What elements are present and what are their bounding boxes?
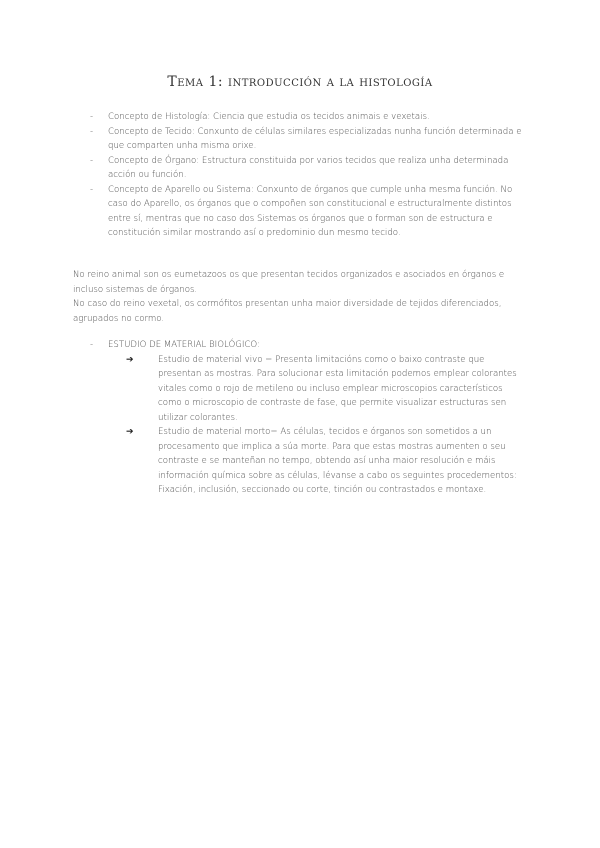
- paragraph-animal-kingdom: No reino animal son os eumetazoos os que presentan tecidos organizados e asociados en órganos e incluso sistemas de órganos.: [73, 270, 505, 295]
- definitions-list: [90, 110, 530, 241]
- study-method-text: Estudio de material morto= As células, tecidos e órganos son sometidos a un procesamento que implica a súa morte. Para que estas mostras aumenten o seu contraste e se manteñan no tempo, obtendo así unha maior resolución e máis información química sobre as células, lévanse a cabo os seguintes procedementos: Fixación, inclusión, seccionado ou corte, tinción ou contrastados e montaxe.: [158, 427, 517, 495]
- definition-item: [90, 110, 530, 125]
- dash-bullet: -: [90, 184, 94, 195]
- arrow-right-icon: ➔: [126, 427, 134, 437]
- dash-bullet: -: [90, 126, 94, 137]
- dash-bullet: -: [90, 155, 94, 166]
- definition-item: [90, 125, 530, 154]
- section-heading: [90, 338, 530, 353]
- page-title: Tema 1: introducción a la histología: [167, 74, 433, 90]
- section-heading-text: ESTUDIO DE MATERIAL BIOLÓGICO:: [108, 340, 260, 350]
- definition-text: Concepto de Órgano: Estructura constituida por varios tecidos que realiza unha determinada acción ou función.: [108, 155, 509, 180]
- study-method-item: [126, 353, 526, 426]
- definition-text: Concepto de Tecido: Conxunto de células similares especializadas nunha función determinada e que comparten unha misma orixe.: [108, 126, 522, 151]
- definition-item: [90, 154, 530, 183]
- paragraph-plant-kingdom: No caso do reino vexetal, os cormófitos presentan unha maior diversidade de tejidos diferenciados, agrupados no cormo.: [73, 299, 502, 324]
- definition-text: Concepto de Histología: Ciencia que estudia os tecidos animais e vexetais.: [108, 112, 430, 122]
- arrow-right-icon: ➔: [126, 354, 134, 365]
- dash-bullet: -: [90, 112, 94, 122]
- definition-item: [90, 183, 530, 241]
- study-method-text: Estudio de material vivo = Presenta limitacións como o baixo contraste que presentan as mostras. Para solucionar esta limitación podemos emplear colorantes vitales como o rojo de metileno ou incluso emplear microscopios característicos como o microscopio de contraste de fase, que permite visualizar estructuras sen utilizar colorantes.: [158, 354, 517, 423]
- study-method-item: [126, 425, 526, 498]
- dash-bullet: -: [90, 340, 94, 350]
- definition-text: Concepto de Aparello ou Sistema: Conxunto de órganos que cumple unha mesma función. No caso do Aparello, os órganos que o compoñen son constitucional e estructuralmente distintos entre sí, mentras que no caso dos Sistemas os órganos que o forman son de estructura e constitución similar mostrando así o predominio dun mesmo tecido.: [108, 184, 513, 238]
- study-methods-list: [126, 353, 526, 498]
- biological-material-section: [90, 338, 530, 498]
